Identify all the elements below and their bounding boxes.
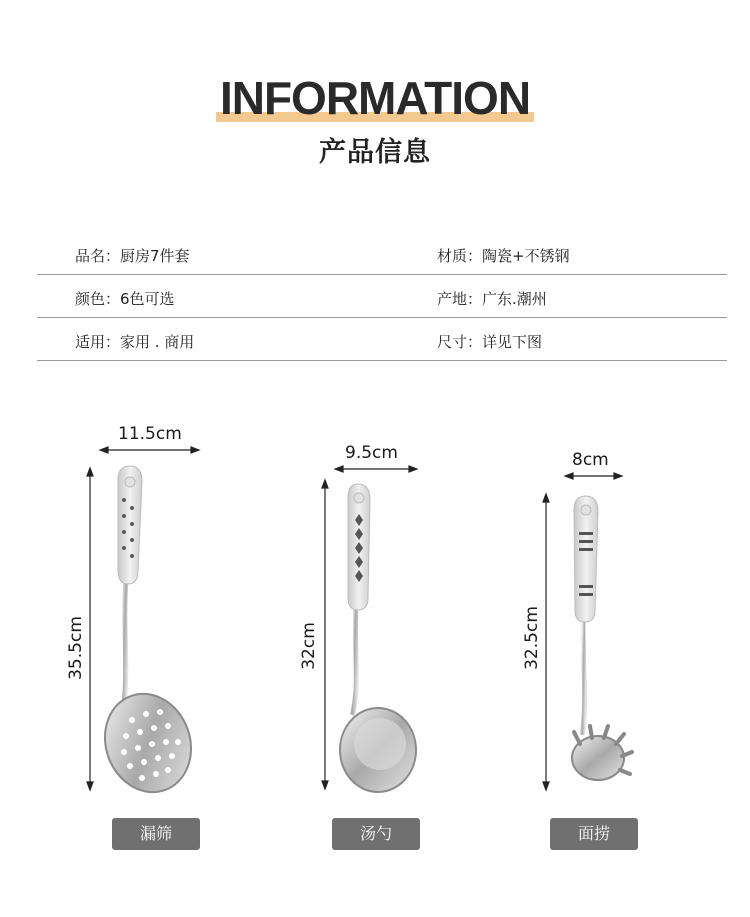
pasta-teeth — [574, 726, 632, 774]
info-origin: 产地：广东.潮州 — [437, 290, 547, 308]
info-name: 品名：厨房7件套 — [75, 247, 190, 265]
skimmer-bowl — [91, 682, 204, 805]
handle-dots — [122, 498, 134, 558]
info-size: 尺寸：详见下图 — [437, 333, 543, 351]
info-usage: 适用：家用 . 商用 — [75, 333, 195, 351]
info-color: 颜色：6色可选 — [75, 290, 175, 308]
width-arrow — [100, 447, 199, 453]
width-arrow — [335, 466, 417, 472]
ladle-bowl — [340, 708, 416, 792]
ladle-width: 9.5cm — [345, 443, 398, 463]
pasta-head — [572, 736, 624, 780]
skimmer-height: 35.5cm — [65, 616, 86, 680]
ladle-name-tag: 汤勺 — [332, 818, 420, 850]
skimmer-width: 11.5cm — [118, 424, 182, 444]
info-material: 材质：陶瓷+不锈钢 — [437, 247, 570, 265]
pasta-height: 32.5cm — [521, 606, 542, 670]
height-arrow — [543, 494, 549, 790]
pasta-width: 8cm — [572, 450, 609, 470]
handle-bars — [579, 532, 593, 596]
info-row — [37, 275, 727, 318]
info-row — [37, 318, 727, 361]
pasta-handle — [574, 496, 598, 622]
width-arrow — [565, 473, 622, 479]
handle-diamonds — [355, 514, 363, 582]
title-cn: 产品信息 — [319, 137, 431, 168]
heading-block — [0, 70, 750, 126]
skimmer-name-tag: 漏筛 — [112, 818, 200, 850]
pasta-stem — [582, 620, 585, 735]
title-en: INFORMATION — [219, 72, 531, 124]
ladle-stem — [352, 604, 356, 715]
ladle-height: 32cm — [298, 622, 319, 670]
skimmer-holes — [121, 709, 181, 781]
pasta-name-tag: 面捞 — [550, 818, 638, 850]
height-arrow — [87, 468, 93, 790]
skimmer-stem — [122, 580, 126, 720]
skimmer-handle — [118, 466, 142, 584]
ladle-handle — [348, 484, 370, 610]
info-table — [37, 232, 727, 361]
height-arrow — [322, 480, 328, 789]
title-en-wrapper — [220, 70, 530, 126]
info-row — [37, 232, 727, 275]
